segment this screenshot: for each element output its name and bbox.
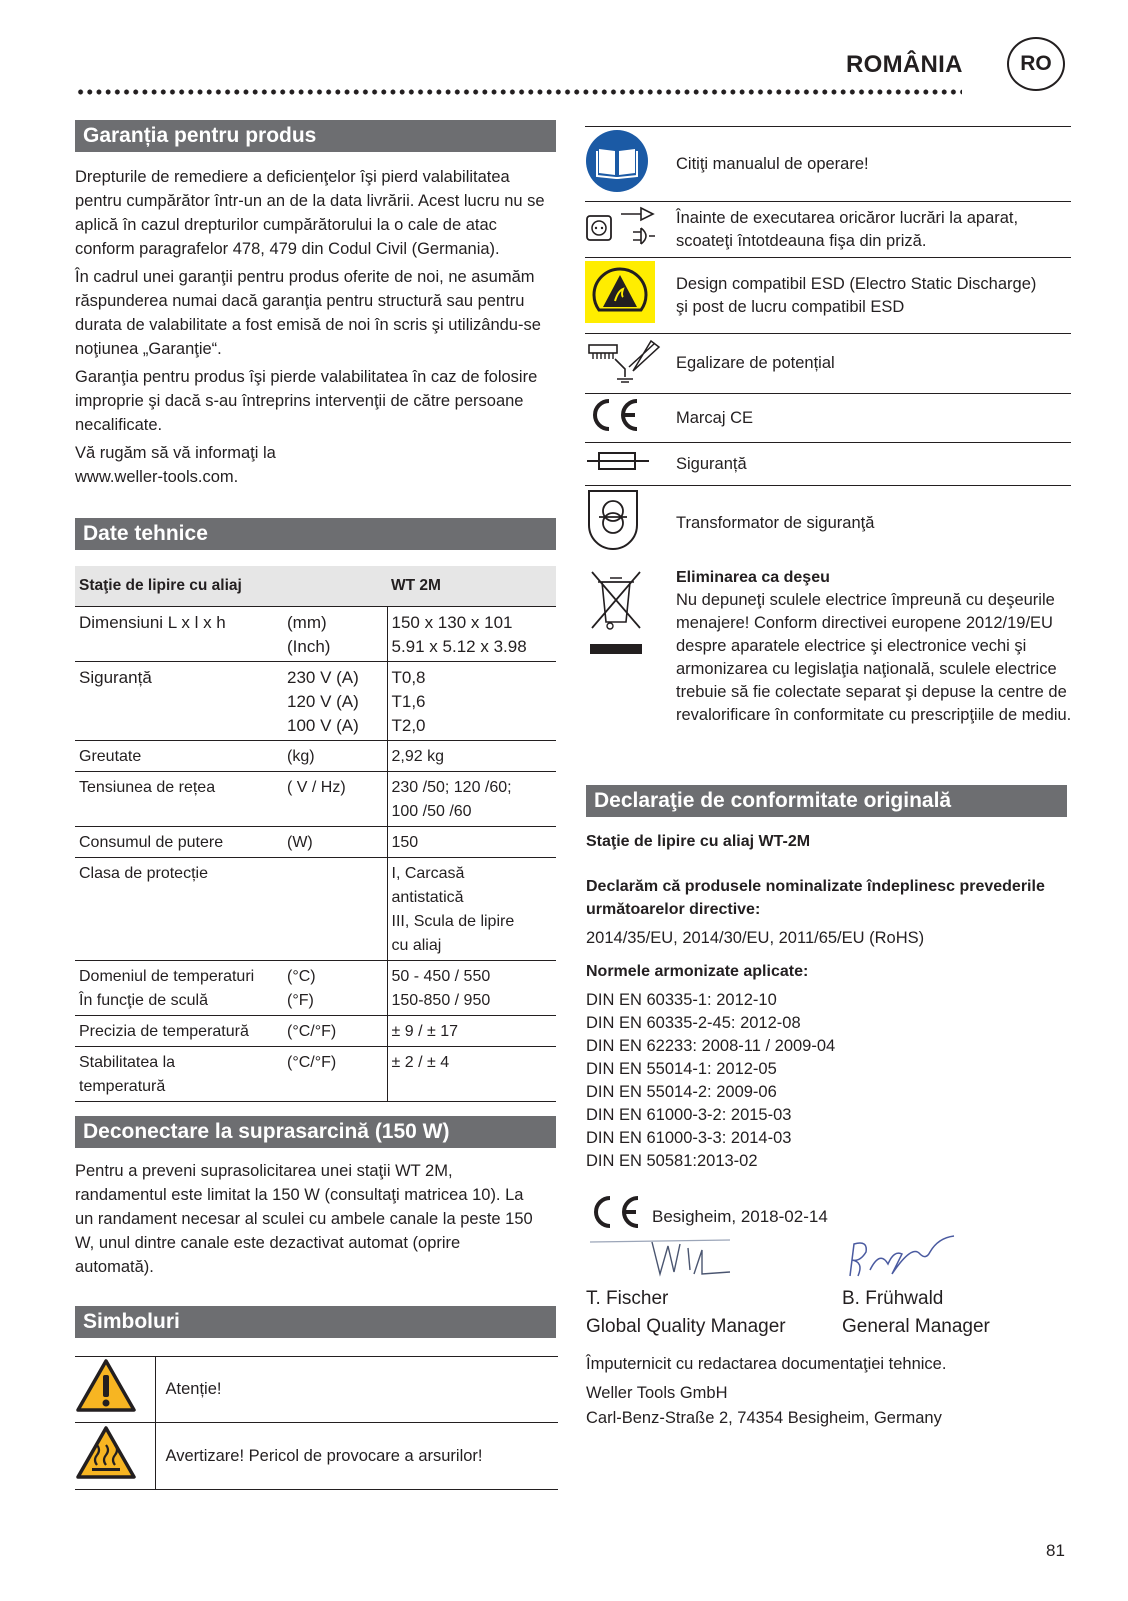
declaration-ce-mark <box>588 1194 648 1235</box>
warranty-paragraph: Garanţia pentru produs îşi pierde valabilitatea în caz de folosire improprie şi dacă s-au întreprins intervenţii de către persoane necalificate. <box>75 368 538 434</box>
table-cell-value: I, Carcasă antistatică III, Scula de lipire cu aliaj <box>387 858 556 961</box>
signer-1-name: T. Fischer <box>586 1288 669 1309</box>
table-row <box>75 1016 556 1047</box>
company-name: Weller Tools GmbH <box>586 1384 728 1402</box>
disposal-text: Nu depuneţi sculele electrice împreună cu deşeurile menajere! Conform directivei europene 2012/19/EU despre aparatele electrice şi electronice vechi şi armonizarea cu legislaţia naţională, sculele electrice trebuie să fie colectate separat şi depuse la centre de revalorificare în conformitate cu prescripţiile de mediu. <box>676 591 1072 724</box>
symbol-text: Avertizare! Pericol de provocare a arsurilor! <box>155 1423 558 1490</box>
table-row <box>75 1047 556 1102</box>
table-cell-unit: (W) <box>283 827 387 858</box>
declaration-directives: 2014/35/EU, 2014/30/EU, 2011/65/EU (RoHS) <box>586 929 925 947</box>
table-cell-label: Domeniul de temperaturi În funcţie de sculă <box>75 961 283 1016</box>
table-row <box>75 662 556 741</box>
disposal-icon-wrap <box>588 568 644 661</box>
symbol-text: Înainte de executarea oricăror lucrări la aparat, scoateţi întotdeauna fişa din priză. <box>666 202 1071 258</box>
overload-heading: Deconectare la suprasarcină (150 W) <box>75 1116 556 1148</box>
fuse-icon <box>585 446 651 476</box>
safety-transformer-icon <box>585 487 641 553</box>
warranty-paragraph: Drepturile de remediere a deficienţelor îşi pierd valabilitatea pentru cumpărător într-un an de la data livrării. Acest lucru nu se aplică în cazul drepturilor cumpărătorului la o cale de atac conform paragrafelor 478, 479 din Codul Civil (Germania). <box>75 168 545 258</box>
table-row <box>75 772 556 827</box>
table-cell-label: Stabilitatea la temperatură <box>75 1047 283 1102</box>
declaration-body <box>586 830 1066 1173</box>
tech-data-table <box>75 566 556 1102</box>
disposal-section <box>676 566 1076 727</box>
signer-2-role: General Manager <box>842 1316 990 1337</box>
authorized-text: Împuternicit cu redactarea documentaţiei tehnice. <box>586 1355 947 1373</box>
ce-mark-icon <box>585 395 645 435</box>
norm-item: DIN EN 50581:2013-02 <box>586 1152 758 1170</box>
table-cell-unit: (°C) (°F) <box>283 961 387 1016</box>
table-cell-value: 150 <box>387 827 556 858</box>
norm-item: DIN EN 55014-1: 2012-05 <box>586 1060 777 1078</box>
place-date: Besigheim, 2018-02-14 <box>652 1207 828 1226</box>
read-manual-icon <box>585 129 649 193</box>
symbol-text: Design compatibil ESD (Electro Static Discharge) şi post de lucru compatibil ESD <box>666 258 1071 334</box>
signature-fischer <box>590 1230 740 1286</box>
page-number: 81 <box>1046 1541 1065 1560</box>
warranty-heading: Garanția pentru produs <box>75 120 556 152</box>
symbols-heading: Simboluri <box>75 1306 556 1338</box>
table-cell-unit: ( V / Hz) <box>283 772 387 827</box>
symbol-icon-cell <box>75 1423 155 1490</box>
norm-item: DIN EN 60335-2-45: 2012-08 <box>586 1014 801 1032</box>
crossed-bin-icon <box>588 568 644 656</box>
table-cell-label: Consumul de putere <box>75 827 283 858</box>
language-badge: RO <box>1007 37 1065 91</box>
warranty-text <box>75 165 560 493</box>
signer-1-role: Global Quality Manager <box>586 1316 786 1337</box>
table-cell-label: Precizia de temperatură <box>75 1016 283 1047</box>
table-cell-unit: (°C/°F) <box>283 1047 387 1102</box>
signer-2-name: B. Frühwald <box>842 1288 944 1309</box>
table-row <box>75 858 556 961</box>
symbol-text: Citiţi manualul de operare! <box>666 127 1071 202</box>
signature-fruehwald <box>840 1230 970 1286</box>
table-cell-label: Siguranță <box>75 662 283 741</box>
table-cell-unit: (°C/°F) <box>283 1016 387 1047</box>
table-cell-unit: 230 V (A) 120 V (A) 100 V (A) <box>283 662 387 741</box>
table-cell-value: ± 2 / ± 4 <box>387 1047 556 1102</box>
declaration-heading: Declaraţie de conformitate originală <box>586 785 1067 817</box>
unplug-icon <box>585 204 655 248</box>
norm-item: DIN EN 62233: 2008-11 / 2009-04 <box>586 1037 836 1055</box>
signer-2 <box>842 1285 990 1341</box>
company-address: Carl-Benz-Straße 2, 74354 Besigheim, Germany <box>586 1409 942 1427</box>
table-cell-label: Greutate <box>75 741 283 772</box>
table-header-label: Staţie de lipire cu aliaj <box>75 566 283 607</box>
overload-text: Pentru a preveni suprasolicitarea unei staţii WT 2M, randamentul este limitat la 150 W (consultaţi matricea 10). La un randament necesar al sculei cu ambele canale la peste 150 W, unul dintre canale este dezactivat automat (oprire automată). <box>75 1162 533 1276</box>
table-cell-value: T0,8 T1,6 T2,0 <box>387 662 556 741</box>
symbol-text: Egalizare de potențial <box>666 334 1071 394</box>
equipotential-icon <box>585 337 663 383</box>
table-cell-value: 230 /50; 120 /60; 100 /50 /60 <box>387 772 556 827</box>
norms-list <box>586 989 1066 1173</box>
table-cell-unit <box>283 858 387 961</box>
tech-data-heading: Date tehnice <box>75 518 556 550</box>
disposal-title: Eliminarea ca deşeu <box>676 569 830 586</box>
declaration-product: Staţie de lipire cu aliaj WT-2M <box>586 833 811 850</box>
hot-surface-icon <box>75 1425 137 1481</box>
table-cell-unit: (mm) (Inch) <box>283 607 387 662</box>
symbol-icon-cell <box>75 1357 155 1423</box>
symbol-text: Marcaj CE <box>666 394 1071 443</box>
symbol-text: Siguranță <box>666 443 1071 486</box>
ce-mark-icon <box>588 1194 648 1230</box>
symbol-text: Atenție! <box>155 1357 558 1423</box>
table-row <box>75 961 556 1016</box>
documentation-authority <box>586 1352 1066 1431</box>
table-cell-label: Dimensiuni L x l x h <box>75 607 283 662</box>
table-cell-value: 2,92 kg <box>387 741 556 772</box>
table-cell-label: Clasa de protecție <box>75 858 283 961</box>
dotted-divider <box>76 89 962 95</box>
table-row <box>75 827 556 858</box>
header-title: ROMÂNIA <box>846 51 963 78</box>
norm-item: DIN EN 55014-2: 2009-06 <box>586 1083 777 1101</box>
symbol-text: Transformator de siguranţă <box>666 486 1071 562</box>
table-cell-value: 50 - 450 / 550 150-850 / 950 <box>387 961 556 1016</box>
warranty-paragraph: Vă rugăm să vă informaţi la <box>75 444 276 462</box>
table-cell-unit: (kg) <box>283 741 387 772</box>
table-row <box>75 741 556 772</box>
esd-icon <box>585 261 655 323</box>
warranty-paragraph: În cadrul unei garanţii pentru produs oferite de noi, ne asumăm răspunderea numai dacă garanţia pentru structură sau pentru durata de valabilitate a fost emisă de noi în scris şi utilizându-se noţiunea „Garanţie“. <box>75 268 541 358</box>
warning-triangle-icon <box>75 1358 137 1414</box>
norm-item: DIN EN 61000-3-2: 2015-03 <box>586 1106 792 1124</box>
norm-item: DIN EN 61000-3-3: 2014-03 <box>586 1129 792 1147</box>
table-cell-label: Tensiunea de rețea <box>75 772 283 827</box>
symbols-table-left <box>75 1356 558 1490</box>
table-row <box>75 607 556 662</box>
symbols-table-right <box>585 126 1071 562</box>
norms-title: Normele armonizate aplicate: <box>586 963 809 980</box>
declaration-intro: Declarăm că produsele nominalizate îndeplinesc prevederile următoarelor directive: <box>586 878 1045 918</box>
norm-item: DIN EN 60335-1: 2012-10 <box>586 991 777 1009</box>
table-cell-value: 150 x 130 x 101 5.91 x 5.12 x 3.98 <box>387 607 556 662</box>
signer-1 <box>586 1285 786 1341</box>
table-header-model: WT 2M <box>387 566 556 607</box>
table-cell-value: ± 9 / ± 17 <box>387 1016 556 1047</box>
warranty-link: www.weller-tools.com. <box>75 468 239 486</box>
